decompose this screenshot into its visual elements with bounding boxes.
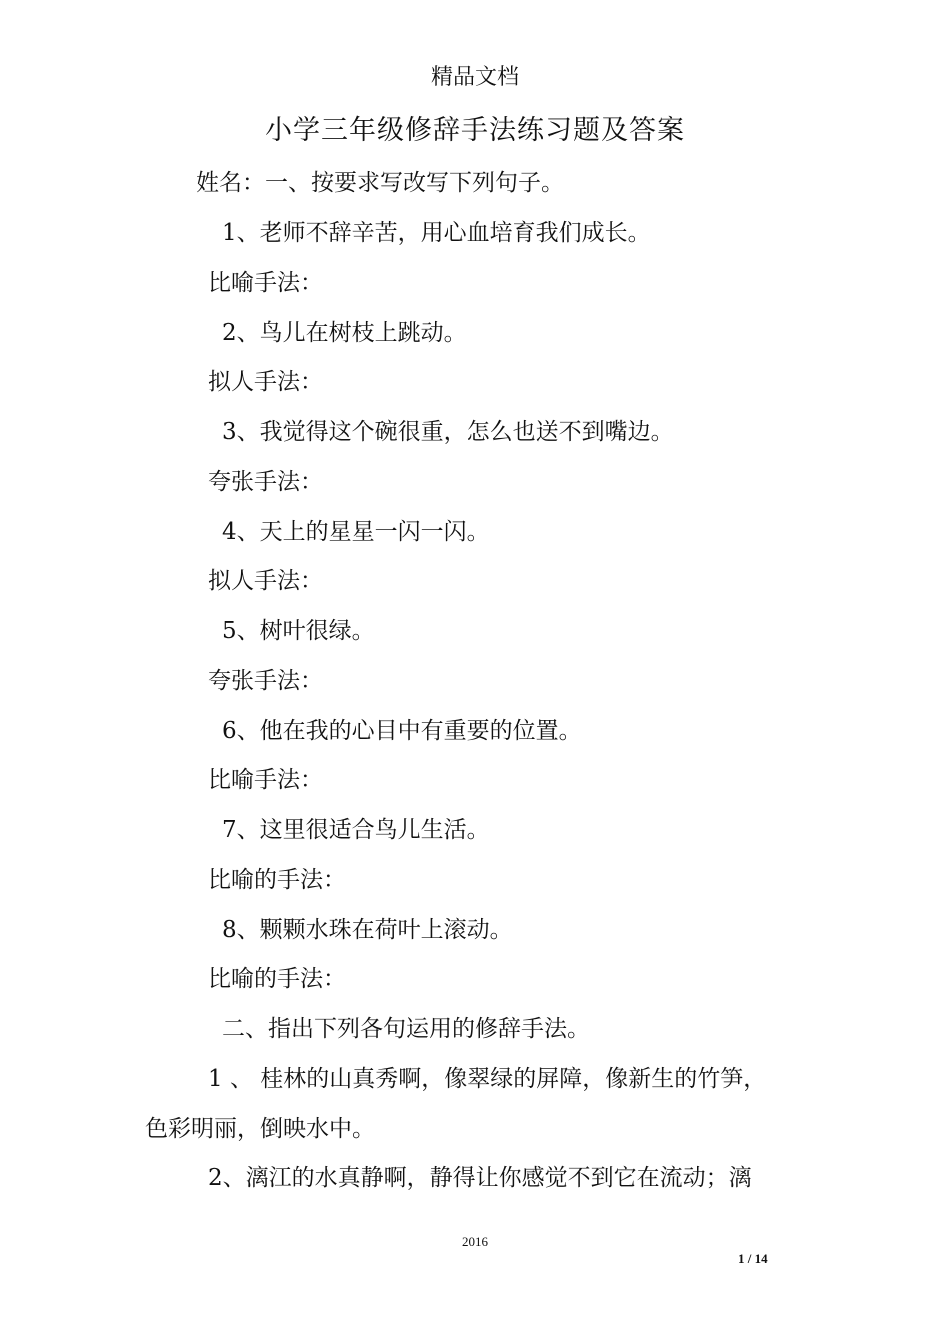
page-number: 1 / 14 bbox=[738, 1251, 768, 1266]
name-and-section-one-heading: 姓名：一、按要求写改写下列句子。 bbox=[196, 170, 564, 196]
answer-prompt: 夸张手法： bbox=[208, 668, 323, 694]
question-item: 1、老师不辞辛苦，用心血培育我们成长。 bbox=[222, 220, 651, 246]
answer-prompt: 夸张手法： bbox=[208, 469, 323, 495]
answer-prompt: 比喻的手法： bbox=[208, 966, 346, 992]
paragraph-line: 2、漓江的水真静啊，静得让你感觉不到它在流动；漓 bbox=[208, 1165, 752, 1191]
answer-prompt: 拟人手法： bbox=[208, 369, 323, 395]
answer-prompt: 比喻手法： bbox=[208, 767, 323, 793]
question-item: 4、天上的星星一闪一闪。 bbox=[222, 519, 490, 545]
section-two-heading: 二、指出下列各句运用的修辞手法。 bbox=[222, 1016, 590, 1042]
paragraph-line: 色彩明丽，倒映水中。 bbox=[145, 1116, 375, 1142]
document-title: 小学三年级修辞手法练习题及答案 bbox=[265, 115, 685, 146]
question-item: 6、他在我的心目中有重要的位置。 bbox=[222, 718, 582, 744]
paragraph-line: 1 、 桂林的山真秀啊，像翠绿的屏障，像新生的竹笋， bbox=[208, 1066, 767, 1092]
answer-prompt: 拟人手法： bbox=[208, 568, 323, 594]
question-item: 8、颗颗水珠在荷叶上滚动。 bbox=[222, 917, 513, 943]
answer-prompt: 比喻的手法： bbox=[208, 867, 346, 893]
footer-year: 2016 bbox=[462, 1234, 488, 1249]
question-item: 5、树叶很绿。 bbox=[222, 618, 375, 644]
answer-prompt: 比喻手法： bbox=[208, 270, 323, 296]
question-item: 7、这里很适合鸟儿生活。 bbox=[222, 817, 490, 843]
question-item: 2、鸟儿在树枝上跳动。 bbox=[222, 320, 467, 346]
question-item: 3、我觉得这个碗很重，怎么也送不到嘴边。 bbox=[222, 419, 674, 445]
page-header: 精品文档 bbox=[430, 65, 519, 90]
